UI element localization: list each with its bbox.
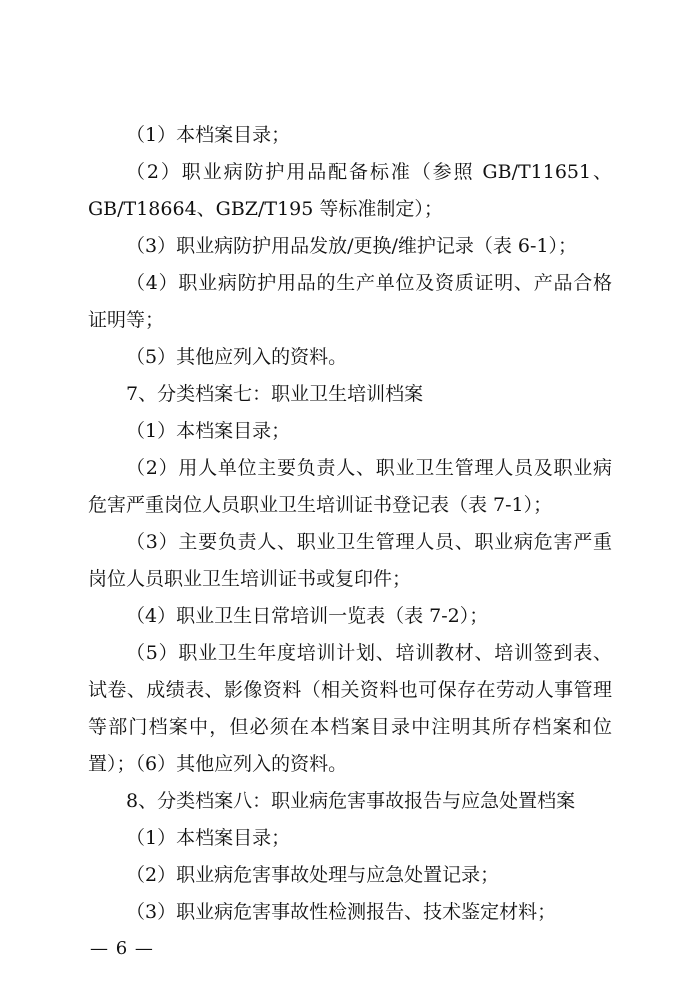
paragraph-8-2: （2）职业病危害事故处理与应急处置记录； (126, 864, 500, 886)
paragraph-7-6: （6）其他应列入的资料。 (126, 753, 348, 775)
paragraph-7-5: （5）职业卫生年度培训计划、培训教材、培训签到表、试卷、成绩表、影像资料（相关资料也可保存在劳动人事管理等部门档案中，但必须在本档案目录中注明其所存档案和位置）； (88, 642, 612, 775)
section-heading-8: 8、分类档案八：职业病危害事故报告与应急处置档案 (126, 790, 576, 812)
paragraph-6-3: （3）职业病防护用品发放/更换/维护记录（表 6-1）； (126, 235, 578, 257)
paragraph-7-1: （1）本档案目录； (126, 420, 291, 442)
paragraph-7-4: （4）职业卫生日常培训一览表（表 7-2）； (126, 605, 489, 627)
paragraph-7-3: （3）主要负责人、职业卫生管理人员、职业病危害严重岗位人员职业卫生培训证书或复印件； (88, 531, 612, 590)
paragraph-6-1: （1）本档案目录； (126, 124, 291, 146)
paragraph-8-3: （3）职业病危害事故性检测报告、技术鉴定材料； (126, 901, 557, 923)
paragraph-6-5: （5）其他应列入的资料。 (126, 346, 348, 368)
paragraph-8-1: （1）本档案目录； (126, 827, 291, 849)
section-heading-7: 7、分类档案七：职业卫生培训档案 (126, 383, 424, 405)
paragraph-7-2: （2）用人单位主要负责人、职业卫生管理人员及职业病危害严重岗位人员职业卫生培训证书登记表（表 7-1）； (88, 457, 612, 516)
page-number: — 6 — (90, 938, 154, 959)
paragraph-6-4: （4）职业病防护用品的生产单位及资质证明、产品合格证明等； (88, 272, 612, 331)
paragraph-6-2: （2）职业病防护用品配备标准（参照 GB/T11651、GB/T18664、GBZ/T195 等标准制定）； (88, 161, 612, 220)
